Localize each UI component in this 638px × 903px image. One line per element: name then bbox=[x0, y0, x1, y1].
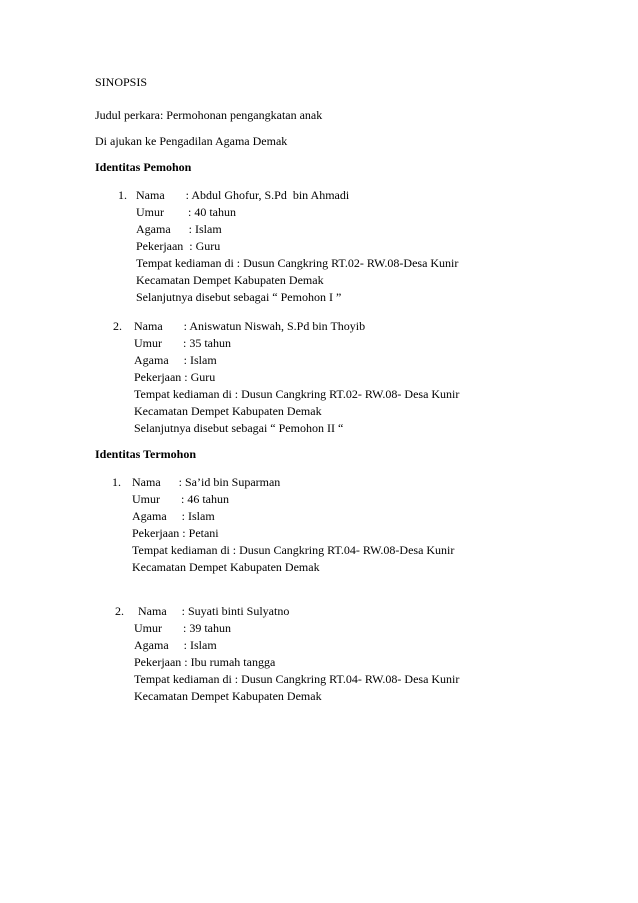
pemohon-1-sebutan: Selanjutnya disebut sebagai “ Pemohon I ” bbox=[136, 290, 342, 304]
pemohon-1-umur: Umur : 40 tahun bbox=[136, 205, 236, 219]
pemohon-2-kecamatan: Kecamatan Dempet Kabupaten Demak bbox=[134, 404, 322, 418]
termohon-1-pekerjaan: Pekerjaan : Petani bbox=[132, 526, 219, 540]
pemohon-1-number: 1. bbox=[118, 188, 127, 202]
pemohon-2-tempat: Tempat kediaman di : Dusun Cangkring RT.02- RW.08- Desa Kunir bbox=[134, 387, 460, 401]
termohon-1-number: 1. bbox=[112, 475, 121, 489]
termohon-2-umur: Umur : 39 tahun bbox=[134, 621, 231, 635]
termohon-2-number: 2. bbox=[115, 604, 124, 618]
pemohon-1-tempat: Tempat kediaman di : Dusun Cangkring RT.02- RW.08-Desa Kunir bbox=[136, 256, 459, 270]
case-title: Judul perkara: Permohonan pengangkatan anak bbox=[95, 108, 323, 122]
pemohon-2-agama: Agama : Islam bbox=[134, 353, 217, 367]
pemohon-1-kecamatan: Kecamatan Dempet Kabupaten Demak bbox=[136, 273, 324, 287]
pemohon-1-agama: Agama : Islam bbox=[136, 222, 222, 236]
termohon-2-pekerjaan: Pekerjaan : Ibu rumah tangga bbox=[134, 655, 276, 669]
termohon-2-agama: Agama : Islam bbox=[134, 638, 217, 652]
pemohon-2-umur: Umur : 35 tahun bbox=[134, 336, 231, 350]
pemohon-2-number: 2. bbox=[113, 319, 122, 333]
pemohon-2-sebutan: Selanjutnya disebut sebagai “ Pemohon II “ bbox=[134, 421, 344, 435]
document-title: SINOPSIS bbox=[95, 75, 148, 89]
pemohon-2-pekerjaan: Pekerjaan : Guru bbox=[134, 370, 216, 384]
termohon-2-kecamatan: Kecamatan Dempet Kabupaten Demak bbox=[134, 689, 322, 703]
termohon-heading: Identitas Termohon bbox=[95, 447, 197, 461]
pemohon-2-nama: Nama : Aniswatun Niswah, S.Pd bin Thoyib bbox=[134, 319, 366, 333]
termohon-1-kecamatan: Kecamatan Dempet Kabupaten Demak bbox=[132, 560, 320, 574]
court-name: Di ajukan ke Pengadilan Agama Demak bbox=[95, 134, 288, 148]
termohon-2-tempat: Tempat kediaman di : Dusun Cangkring RT.04- RW.08- Desa Kunir bbox=[134, 672, 460, 686]
termohon-1-umur: Umur : 46 tahun bbox=[132, 492, 229, 506]
termohon-1-agama: Agama : Islam bbox=[132, 509, 215, 523]
termohon-1-nama: Nama : Sa’id bin Suparman bbox=[132, 475, 281, 489]
pemohon-1-nama: Nama : Abdul Ghofur, S.Pd bin Ahmadi bbox=[136, 188, 350, 202]
pemohon-1-pekerjaan: Pekerjaan : Guru bbox=[136, 239, 221, 253]
termohon-2-nama: Nama : Suyati binti Sulyatno bbox=[138, 604, 290, 618]
termohon-1-tempat: Tempat kediaman di : Dusun Cangkring RT.04- RW.08-Desa Kunir bbox=[132, 543, 455, 557]
pemohon-heading: Identitas Pemohon bbox=[95, 160, 192, 174]
